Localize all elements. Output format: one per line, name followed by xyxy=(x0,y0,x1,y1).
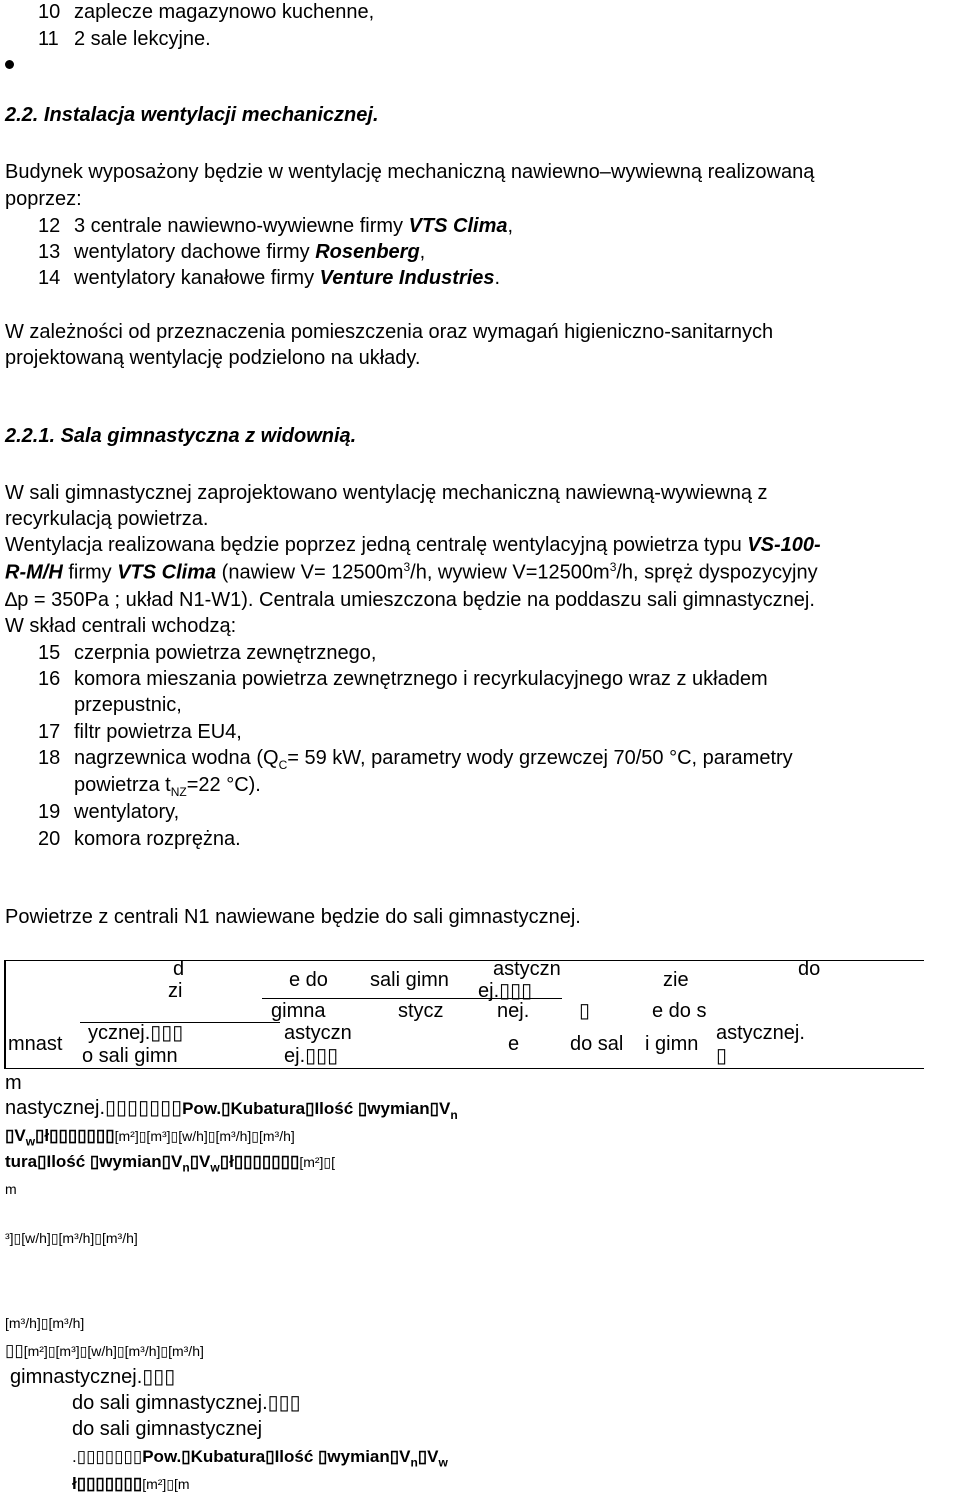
list-item xyxy=(38,720,242,744)
list-number: 17 xyxy=(38,721,61,743)
brand-name: VTS Clima xyxy=(117,561,217,584)
garbled-text xyxy=(72,1447,448,1470)
unit-text: [m³/h]▯[m³/h] xyxy=(5,1315,85,1331)
superscript: 3 xyxy=(609,560,617,574)
garbled-text: ▯V xyxy=(189,1152,211,1171)
punctuation: , xyxy=(507,215,514,237)
garbled-text xyxy=(5,1126,295,1149)
list-text: =22 °C). xyxy=(186,774,261,796)
table-cell: ej.▯▯▯ xyxy=(284,1045,339,1067)
list-item xyxy=(74,693,182,717)
list-item xyxy=(74,773,261,799)
table-cell: zi xyxy=(168,980,183,1002)
table-cell: mnast xyxy=(8,1033,63,1055)
table-cell: sali gimn xyxy=(370,969,449,991)
garbled-text: .▯▯▯▯▯▯▯ xyxy=(72,1447,143,1466)
list-text: powietrza t xyxy=(74,774,171,796)
garbled-text: ▯ł▯▯▯▯▯▯▯ xyxy=(35,1126,115,1145)
list-text: wentylatory kanałowe firmy xyxy=(74,267,320,289)
garbled-text xyxy=(5,1341,204,1361)
list-item xyxy=(38,667,768,691)
table-cell: gimna xyxy=(271,1000,326,1022)
list-text: zaplecze magazynowo kuchenne, xyxy=(74,1,375,23)
punctuation: . xyxy=(494,267,501,289)
garbled-text: do sali gimnastycznej.▯▯▯ xyxy=(72,1392,301,1414)
subscript: w xyxy=(210,1160,220,1175)
list-number: 18 xyxy=(38,747,61,769)
garbled-text: ▯▯ xyxy=(5,1341,24,1360)
table-cell: astyczn xyxy=(284,1022,352,1044)
garbled-text: ł▯▯▯▯▯▯▯ xyxy=(72,1474,143,1493)
list-item xyxy=(38,746,793,772)
garbled-text: gimnastycznej.▯▯▯ xyxy=(10,1366,176,1388)
paragraph-line: ∆p = 350Pa ; układ N1-W1). Centrala umieszczona będzie na poddaszu sali gimnastycznej. xyxy=(5,589,815,611)
list-item xyxy=(38,214,513,238)
unit-text: [m²]▯[m³]▯[w/h]▯[m³/h]▯[m³/h] xyxy=(23,1343,204,1359)
subscript: n xyxy=(410,1455,418,1470)
paragraph-line: projektowaną wentylację podzielono na układy. xyxy=(5,347,421,369)
list-item xyxy=(38,800,179,824)
list-text: filtr powietrza EU4, xyxy=(74,721,242,743)
table-cell: ycznej.▯▯▯ xyxy=(88,1022,184,1044)
paragraph-line xyxy=(5,533,821,557)
subscript: w xyxy=(438,1455,448,1470)
table-border xyxy=(4,960,924,961)
unit-text: [m²]▯[m xyxy=(142,1476,190,1492)
list-number: 15 xyxy=(38,642,61,664)
table-cell: nej. xyxy=(497,1000,530,1022)
list-text: 3 centrale nawiewno-wywiewne firmy xyxy=(74,215,409,237)
subscript: C xyxy=(278,758,288,772)
paragraph-line: W skład centrali wchodzą: xyxy=(5,615,237,637)
table-cell: o sali gimn xyxy=(82,1045,178,1067)
garbled-text: m xyxy=(5,1072,22,1094)
garbled-text: tura▯Ilość ▯wymian▯V xyxy=(5,1152,183,1171)
garbled-text xyxy=(5,1096,458,1122)
paragraph-line: recyrkulacją powietrza. xyxy=(5,508,209,530)
garbled-text xyxy=(5,1152,335,1175)
list-text: wentylatory dachowe firmy xyxy=(74,241,316,263)
model-name: VS-100- xyxy=(747,534,821,556)
subsection-heading: 2.2.1. Sala gimnastyczna z widownią. xyxy=(5,425,357,447)
table-cell: e do s xyxy=(652,1000,707,1022)
paragraph-line: Powietrze z centrali N1 nawiewane będzie do sali gimnastycznej. xyxy=(5,906,581,928)
list-text: komora rozprężna. xyxy=(74,828,241,850)
list-text: 2 sale lekcyjne. xyxy=(74,28,211,50)
text: /h, spręż dyspozycyjny xyxy=(616,561,818,584)
table-cell: e do xyxy=(289,969,328,991)
paragraph-line xyxy=(5,560,818,585)
list-item xyxy=(38,641,376,665)
text: /h, wywiew V=12500m xyxy=(410,561,610,584)
paragraph-line: W zależności od przeznaczenia pomieszczenia oraz wymagań higieniczno-sanitarnych xyxy=(5,321,774,343)
table-cell: astyczn xyxy=(493,958,561,980)
garbled-text: do sali gimnastycznej xyxy=(72,1418,263,1440)
list-number: 14 xyxy=(38,267,61,289)
garbled-text: ▯V xyxy=(5,1126,26,1145)
table-cell: do xyxy=(798,958,821,980)
unit-text: [m²]▯[ xyxy=(299,1154,336,1170)
garbled-text: ▯V xyxy=(417,1447,439,1466)
list-text: komora mieszania powietrza zewnętrznego i recyrkulacyjnego wraz z układem xyxy=(74,668,768,690)
subscript: w xyxy=(25,1134,36,1149)
list-text: czerpnia powietrza zewnętrznego, xyxy=(74,642,377,664)
section-heading: 2.2. Instalacja wentylacji mechanicznej. xyxy=(5,104,379,126)
list-text: wentylatory, xyxy=(74,801,180,823)
punctuation: , xyxy=(419,241,426,263)
list-item xyxy=(38,827,241,851)
subscript: n xyxy=(182,1160,190,1175)
list-number: 19 xyxy=(38,801,61,823)
garbled-text: Pow.▯Kubatura▯Ilość ▯wymian▯V xyxy=(142,1447,411,1466)
list-number: 12 xyxy=(38,215,61,237)
list-text: nagrzewnica wodna (Q xyxy=(74,747,279,769)
unit-text: ³]▯[w/h]▯[m³/h]▯[m³/h] xyxy=(5,1230,138,1246)
bullet-icon xyxy=(5,60,14,69)
list-text: przepustnic, xyxy=(74,694,182,716)
table-cell: ej.▯▯▯ xyxy=(478,980,533,1002)
subscript: n xyxy=(450,1108,458,1122)
list-number: 13 xyxy=(38,241,61,263)
garbled-text: ▯ł▯▯▯▯▯▯▯ xyxy=(219,1152,300,1171)
list-number: 16 xyxy=(38,668,61,690)
subscript: NZ xyxy=(170,785,187,799)
unit-text: [m²]▯[m³]▯[w/h]▯[m³/h]▯[m³/h] xyxy=(114,1128,295,1144)
list-item xyxy=(38,27,211,51)
paragraph-line: poprzez: xyxy=(5,188,82,210)
table-cell: astycznej. xyxy=(716,1022,805,1044)
garbled-text: nastycznej.▯▯▯▯▯▯▯ xyxy=(5,1097,183,1119)
garbled-text: Pow.▯Kubatura▯Ilość ▯wymian▯V xyxy=(182,1099,451,1118)
garbled-text: m xyxy=(5,1181,17,1197)
superscript: 3 xyxy=(403,560,411,574)
paragraph-line: W sali gimnastycznej zaprojektowano wentylację mechaniczną nawiewną-wywiewną z xyxy=(5,482,768,504)
list-number: 11 xyxy=(38,28,59,50)
garbled-text xyxy=(72,1474,190,1494)
brand-name: Venture Industries xyxy=(319,267,495,289)
table-cell: do sal xyxy=(570,1033,624,1055)
table-cell: zie xyxy=(663,969,689,991)
table-cell: i gimn xyxy=(645,1033,699,1055)
paragraph-line: Budynek wyposażony będzie w wentylację mechaniczną nawiewno–wywiewną realizowaną xyxy=(5,161,815,183)
list-number: 20 xyxy=(38,828,61,850)
list-item xyxy=(38,266,500,290)
table-border xyxy=(4,1068,924,1069)
list-text: = 59 kW, parametry wody grzewczej 70/50 °C, parametry xyxy=(287,747,793,769)
table-cell: ▯ xyxy=(579,1000,591,1022)
text: (nawiew V= 12500m xyxy=(216,561,404,584)
brand-name: Rosenberg xyxy=(315,241,420,263)
model-name: R-M/H xyxy=(5,561,63,584)
table-border xyxy=(4,960,6,1068)
brand-name: VTS Clima xyxy=(408,215,508,237)
table-cell: d xyxy=(173,958,185,980)
table-cell: ▯ xyxy=(716,1045,728,1067)
text: Wentylacja realizowana będzie poprzez jedną centralę wentylacyjną powietrza typu xyxy=(5,534,748,556)
list-number: 10 xyxy=(38,1,61,23)
list-item xyxy=(38,0,374,24)
table-cell: stycz xyxy=(398,1000,444,1022)
table-cell: e xyxy=(508,1033,520,1055)
list-item xyxy=(38,240,425,264)
text: firmy xyxy=(62,561,118,584)
